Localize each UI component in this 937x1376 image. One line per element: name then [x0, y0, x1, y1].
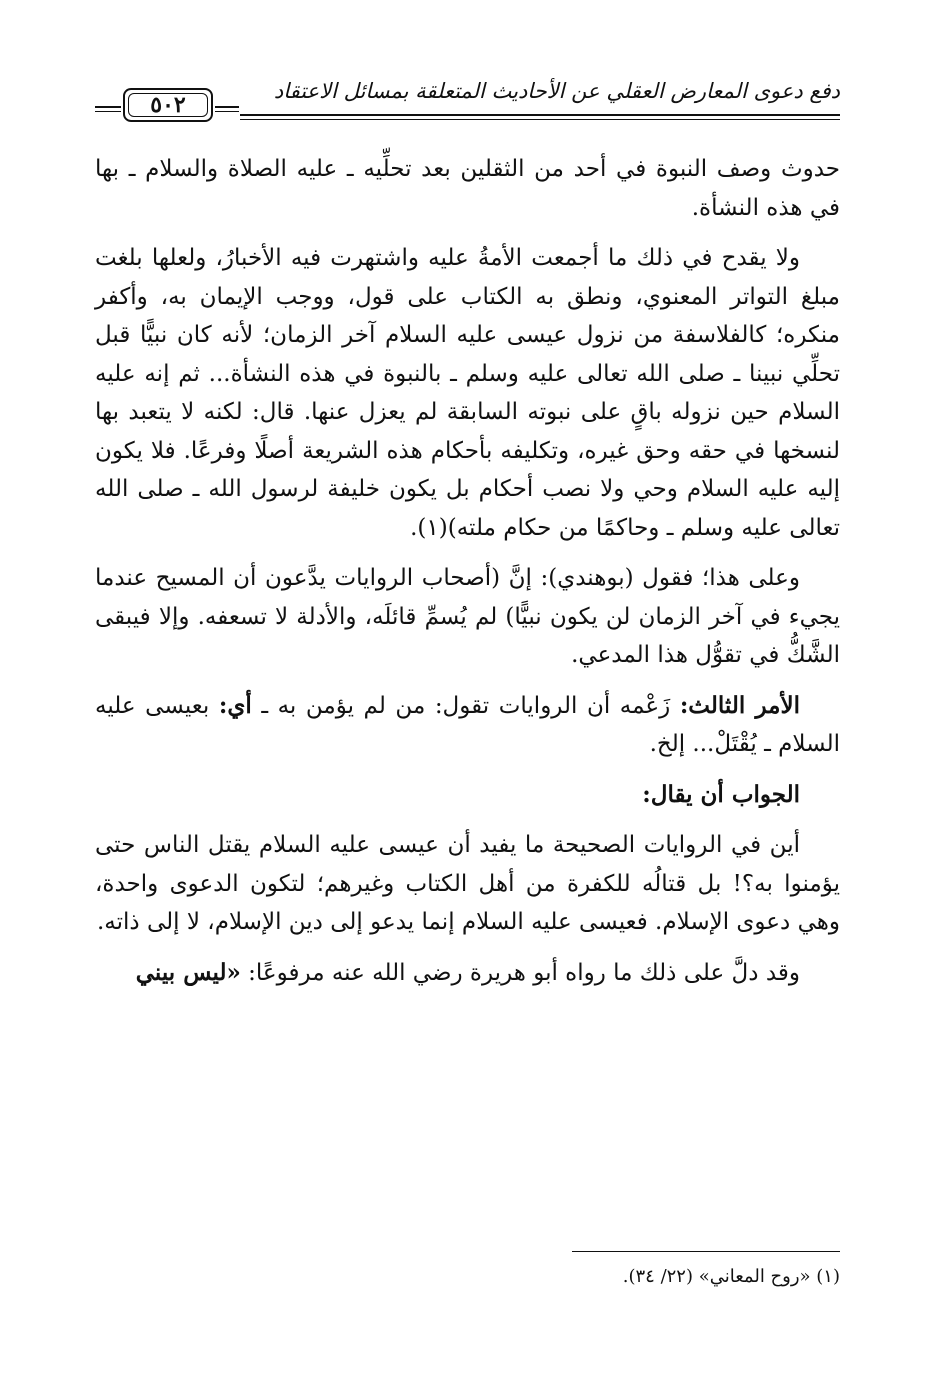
header-rule-thin — [240, 119, 840, 120]
paragraph: حدوث وصف النبوة في أحد من الثقلين بعد تحلِّيه ـ عليه الصلاة والسلام ـ بها في هذه النشأة. — [95, 156, 840, 221]
hadith-quote-start: «ليس بيني — [135, 958, 241, 986]
paragraph: أين في الروايات الصحيحة ما يفيد أن عيسى عليه السلام يقتل الناس حتى يؤمنوا به؟! بل قتالُه للكفرة من أهل الكتاب وغيرهم؛ لتكون الدعوى واحدة، وهي دعوى الإسلام. فعيسى عليه السلام إنما يدعو إلى دين الإسلام، لا إلى ذاته. — [95, 832, 840, 935]
running-title: دفع دعوى المعارض العقلي عن الأحاديث المتعلقة بمسائل الاعتقاد — [273, 79, 840, 103]
paragraph: ولا يقدح في ذلك ما أجمعت الأمةُ عليه واشتهرت فيه الأخبارُ، ولعلها بلغت مبلغ التواتر المعنوي، ونطق به الكتاب على قول، ووجب الإيمان به، وأكفر منكره؛ كالفلاسفة من نزول عيسى عليه السلام آخر الزمان؛ لأنه كان نبيًّا قبل تحلِّي نبينا ـ صلى الله تعالى عليه وسلم ـ بالنبوة في هذه النشأة... ثم إنه عليه السلام حين نزوله باقٍ على نبوته السابقة لم يعزل عنها. قال: لكنه لا يتعبد بها لنسخها في حقه وحق غيره، وتكليفه بأحكام هذه الشريعة أصلًا وفرعًا. فلا يكون إليه عليه السلام وحي ولا نصب أحكام بل يكون خليفة لرسول الله ـ صلى الله تعالى عليه وسلم ـ وحاكمًا من حكام ملته)(١). — [95, 245, 840, 541]
third-matter-text-after: بعيسى عليه السلام ـ يُقْتَلْ... إلخ. — [95, 692, 840, 757]
page-number-rule-right-thin — [215, 111, 239, 112]
page-number-rule-left-thin — [95, 111, 121, 112]
header-rule — [240, 114, 840, 116]
footnote: (١) «روح المعاني» (٢٢/ ٣٤). — [622, 1266, 840, 1287]
page-number-rule-right — [215, 106, 239, 108]
third-matter-paragraph — [95, 687, 840, 764]
page-number-rule-left — [95, 106, 121, 108]
third-matter-label: الأمر الثالث: — [679, 691, 801, 719]
page-header — [95, 70, 840, 126]
last-paragraph — [95, 954, 840, 993]
main-text — [95, 150, 840, 1004]
page-number-frame — [123, 88, 213, 122]
paragraph: وعلى هذا؛ فقول (بوهندي): إنَّ (أصحاب الروايات يدَّعون أن المسيح عندما يجيء في آخر الزمان لن يكون نبيًّا) لم يُسمِّ قائلَه، والأدلة لا تسعفه. وإلا فيبقى الشَّكُّ في تقوُّل هذا المدعي. — [95, 565, 840, 668]
page-number: ٥٠٢ — [150, 92, 186, 118]
answer-heading: الجواب أن يقال: — [642, 780, 800, 808]
ay-label: أي: — [218, 691, 252, 719]
footnote-rule — [572, 1251, 840, 1252]
third-matter-text: زَعْمه أن الروايات تقول: من لم يؤمن به ـ — [261, 692, 671, 719]
last-paragraph-text: وقد دلَّ على ذلك ما رواه أبو هريرة رضي الله عنه مرفوعًا: — [248, 959, 800, 986]
